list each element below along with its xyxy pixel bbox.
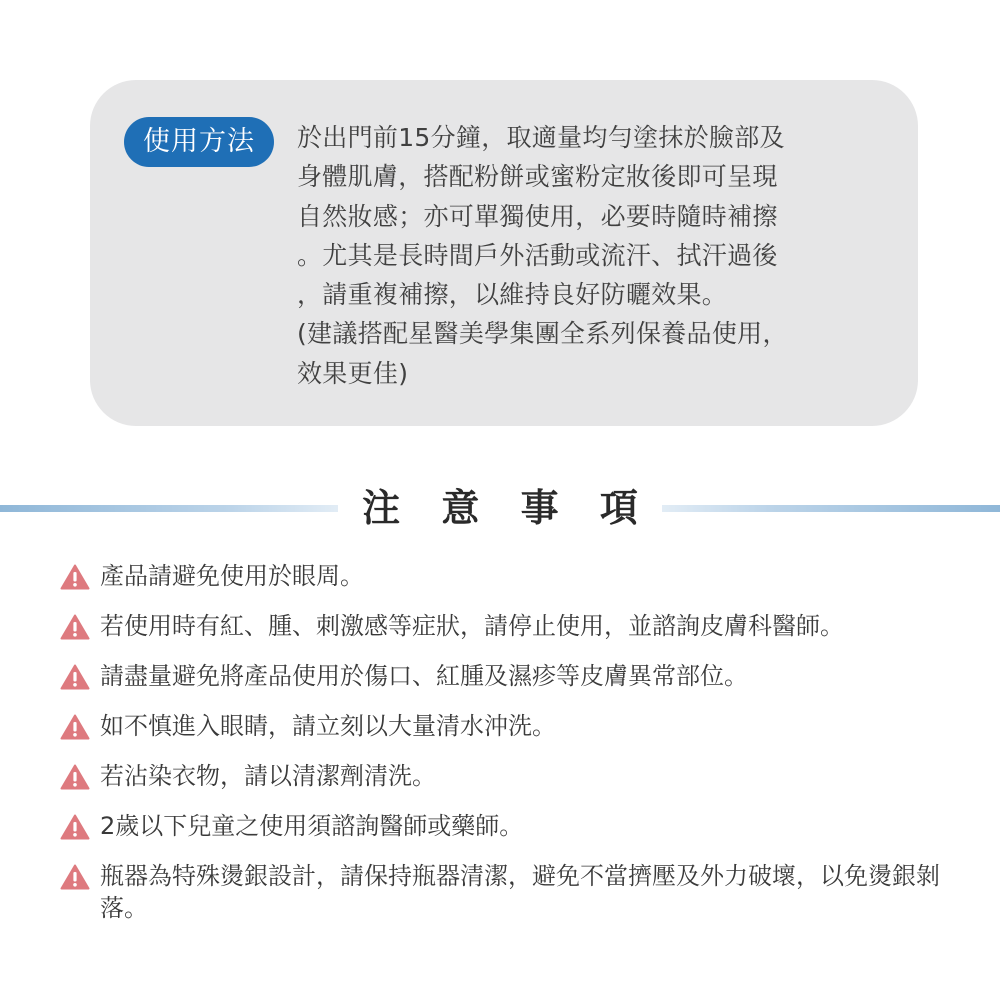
usage-line: (建議搭配星醫美學集團全系列保養品使用， (297, 319, 788, 349)
precaution-item (60, 860, 970, 924)
notes-section-divider (0, 478, 1000, 538)
usage-line: 身體肌膚，搭配粉餅或蜜粉定妝後即可呈現 (297, 162, 778, 192)
warning-triangle-icon (60, 714, 90, 740)
warning-triangle-icon (60, 614, 90, 640)
notes-title: 注 意 事 項 (0, 482, 1000, 534)
precautions-list (60, 560, 970, 924)
usage-line: 。尤其是長時間戶外活動或流汗、拭汗過後 (297, 240, 778, 270)
precaution-item (60, 610, 970, 642)
usage-instructions (297, 118, 867, 393)
usage-line: 自然妝感；亦可單獨使用，必要時隨時補擦 (297, 201, 778, 231)
precaution-text: 產品請避免使用於眼周。 (100, 562, 364, 590)
precaution-item (60, 760, 970, 792)
precaution-text: 若使用時有紅、腫、刺激感等症狀，請停止使用，並諮詢皮膚科醫師。 (100, 612, 844, 640)
precaution-text: 瓶器為特殊燙銀設計，請保持瓶器清潔，避免不當擠壓及外力破壞，以免燙銀剝落。 (100, 862, 940, 922)
usage-panel (90, 80, 918, 426)
usage-line: ，請重複補擦，以維持良好防曬效果。 (297, 280, 728, 310)
usage-line: 效果更佳) (297, 358, 409, 388)
precaution-item (60, 710, 970, 742)
precaution-item (60, 560, 970, 592)
precaution-text: 2歲以下兒童之使用須諮詢醫師或藥師。 (100, 812, 524, 840)
warning-triangle-icon (60, 664, 90, 690)
precaution-text: 如不慎進入眼睛，請立刻以大量清水沖洗。 (100, 712, 556, 740)
usage-line: 於出門前15分鐘，取適量均勻塗抹於臉部及 (297, 123, 785, 152)
warning-triangle-icon (60, 864, 90, 890)
warning-triangle-icon (60, 564, 90, 590)
warning-triangle-icon (60, 764, 90, 790)
precaution-item (60, 810, 970, 842)
usage-badge: 使用方法 (124, 117, 274, 167)
precaution-text: 請盡量避免將產品使用於傷口、紅腫及濕疹等皮膚異常部位。 (100, 662, 748, 690)
precaution-item (60, 660, 970, 692)
warning-triangle-icon (60, 814, 90, 840)
precaution-text: 若沾染衣物，請以清潔劑清洗。 (100, 762, 436, 790)
